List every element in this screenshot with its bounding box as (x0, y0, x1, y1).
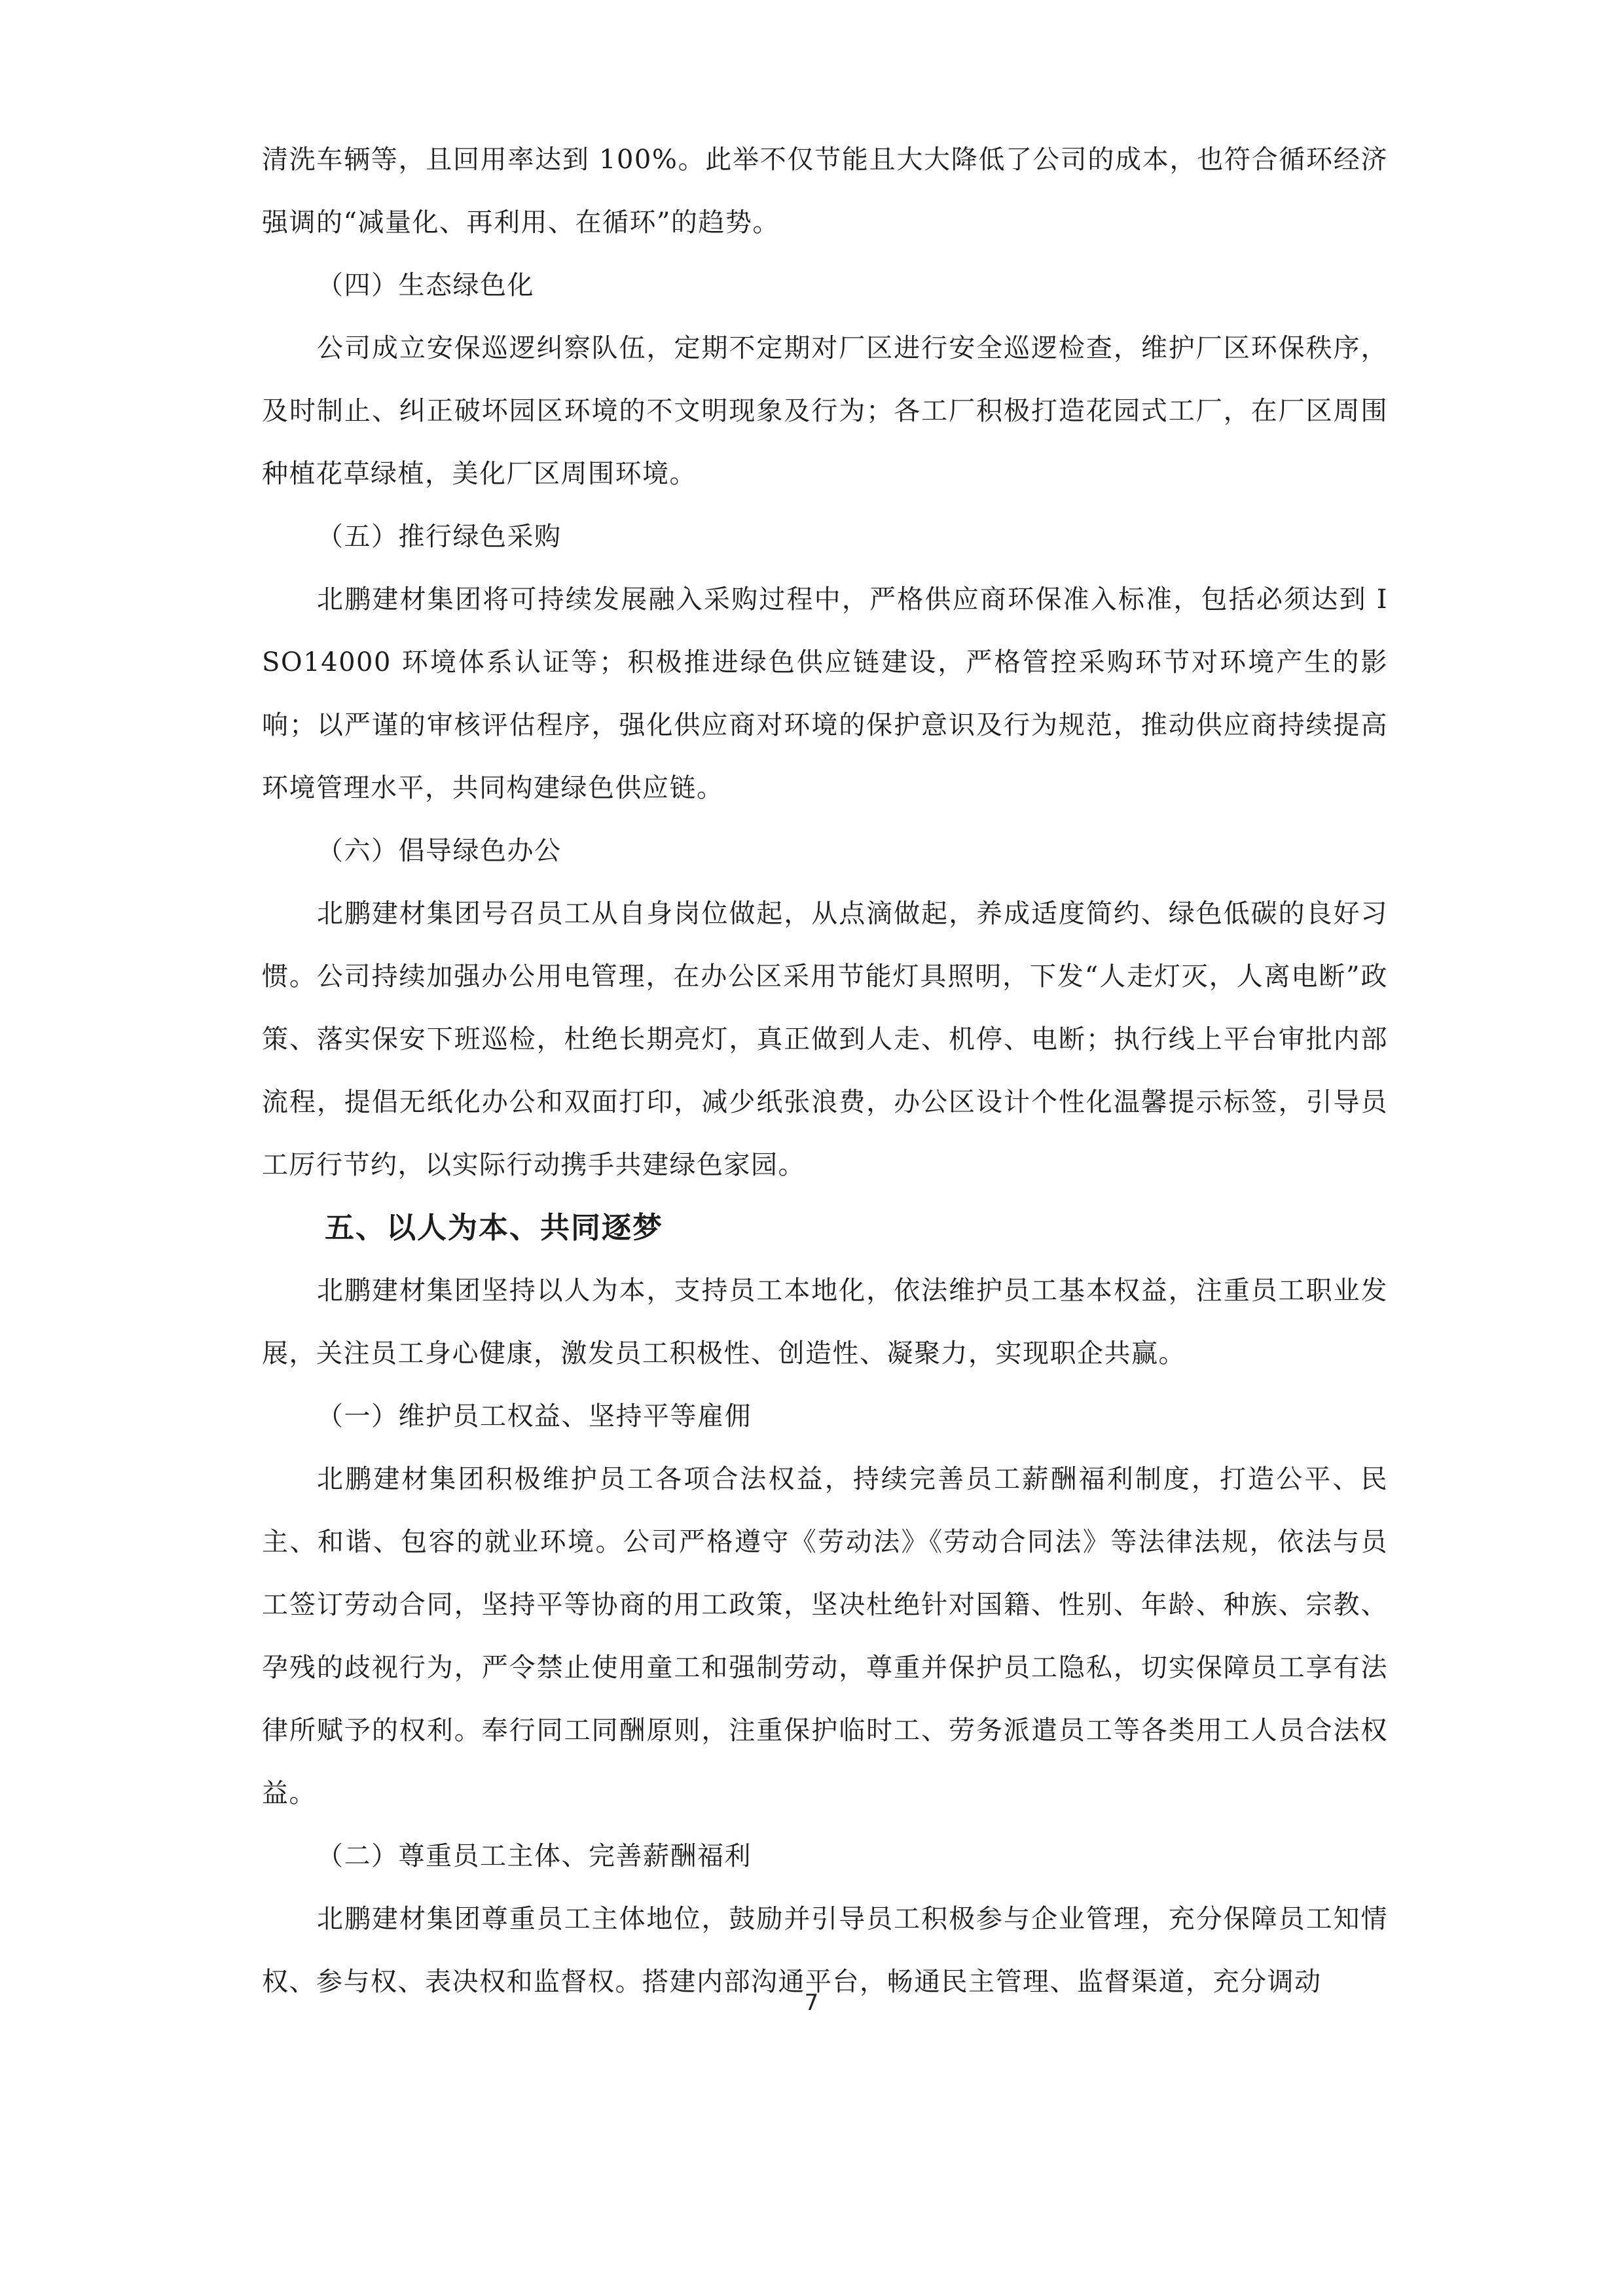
page-number: 7 (804, 1990, 819, 2016)
subsection-heading: （六）倡导绿色办公 (317, 836, 562, 866)
section-heading: 五、以人为本、共同逐梦 (325, 1210, 664, 1245)
page-body (262, 128, 1388, 2013)
body-paragraph: 清洗车辆等，且回用率达到 100%。此举不仅节能且大大降低了公司的成本，也符合循环经济强调的“减量化、再利用、在循环”的趋势。 (262, 145, 1388, 238)
body-paragraph: 公司成立安保巡逻纠察队伍，定期不定期对厂区进行安全巡逻检查，维护厂区环保秩序，及时制止、纠正破坏园区环境的不文明现象及行为；各工厂积极打造花园式工厂，在厂区周围种植花草绿植，美化厂区周围环境。 (262, 333, 1388, 489)
body-paragraph: 北鹏建材集团尊重员工主体地位，鼓励并引导员工积极参与企业管理，充分保障员工知情权、参与权、表决权和监督权。搭建内部沟通平台，畅通民主管理、监督渠道，充分调动 (262, 1904, 1388, 1997)
body-paragraph: 北鹏建材集团坚持以人为本，支持员工本地化，依法维护员工基本权益，注重员工职业发展，关注员工身心健康，激发员工积极性、创造性、凝聚力，实现职企共赢。 (262, 1276, 1388, 1369)
body-paragraph: 北鹏建材集团积极维护员工各项合法权益，持续完善员工薪酬福利制度，打造公平、民主、和谐、包容的就业环境。公司严格遵守《劳动法》《劳动合同法》等法律法规，依法与员工签订劳动合同，坚持平等协商的用工政策，坚决杜绝针对国籍、性别、年龄、种族、宗教、孕残的歧视行为，严令禁止使用童工和强制劳动，尊重并保护员工隐私，切实保障员工享有法律所赋予的权利。奉行同工同酬原则，注重保护临时工、劳务派遣员工等各类用工人员合法权益。 (262, 1464, 1388, 1808)
subsection-heading: （五）推行绿色采购 (317, 522, 562, 552)
subsection-heading: （一）维护员工权益、坚持平等雇佣 (317, 1401, 752, 1431)
subsection-heading: （二）尊重员工主体、完善薪酬福利 (317, 1841, 752, 1871)
body-paragraph: 北鹏建材集团将可持续发展融入采购过程中，严格供应商环保准入标准，包括必须达到 ISO14000 环境体系认证等；积极推进绿色供应链建设，严格管控采购环节对环境产生的影响；以严谨的审核评估程序，强化供应商对环境的保护意识及行为规范，推动供应商持续提高环境管理水平，共同构建绿色供应链。 (262, 584, 1388, 803)
subsection-heading: （四）生态绿色化 (317, 270, 534, 300)
body-paragraph: 北鹏建材集团号召员工从自身岗位做起，从点滴做起，养成适度简约、绿色低碳的良好习惯。公司持续加强办公用电管理，在办公区采用节能灯具照明，下发“人走灯灭，人离电断”政策、落实保安下班巡检，杜绝长期亮灯，真正做到人走、机停、电断；执行线上平台审批内部流程，提倡无纸化办公和双面打印，减少纸张浪费，办公区设计个性化温馨提示标签，引导员工厉行节约，以实际行动携手共建绿色家园。 (262, 899, 1388, 1180)
